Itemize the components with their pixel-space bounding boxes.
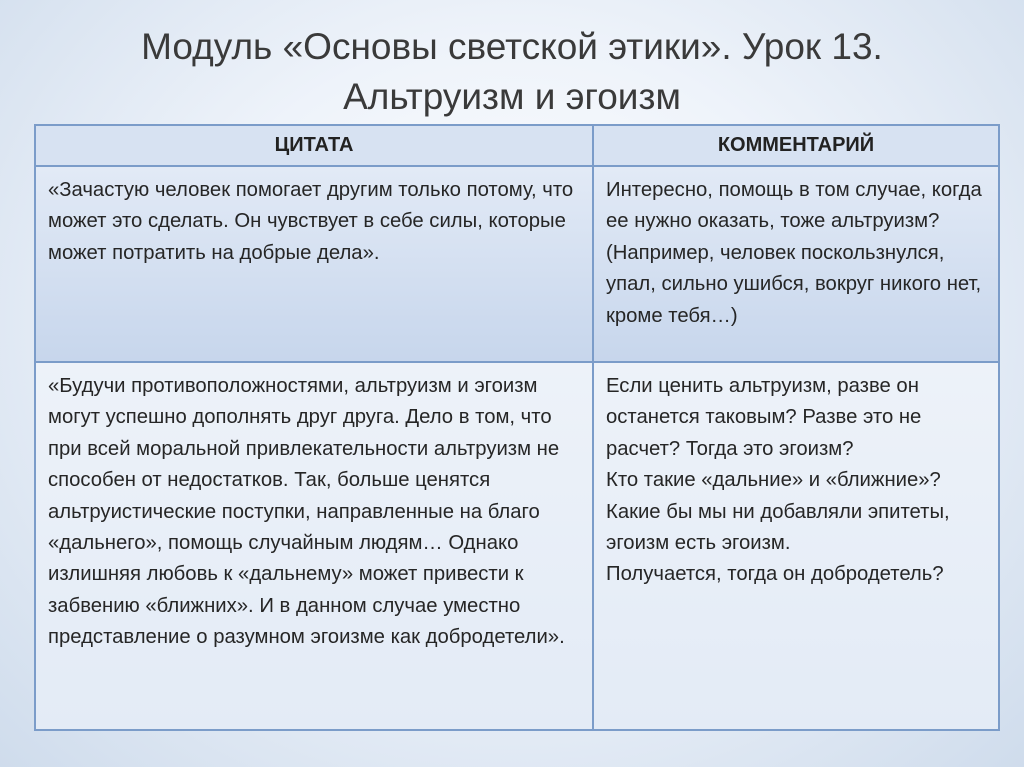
slide-title-line-1: Модуль «Основы светской этики». Урок 13. <box>141 26 883 67</box>
header-quote: ЦИТАТА <box>35 125 593 166</box>
quote-cell-2: «Будучи противоположностями, альтруизм и эгоизм могут успешно дополнять друг друга. Дело в том, что при всей моральной привлекательности альтруизм не способен от недостатков. Так, больше ценятся альтруистические поступки, направленные на благо «дальнего», помощь случайным людям… Однако излишняя любовь к «дальнему» может привести к забвению «ближних». И в данном случае уместно представление о разумном эгоизме как добродетели». <box>35 362 593 730</box>
header-comment: КОММЕНТАРИЙ <box>593 125 999 166</box>
comment-line: Интересно, помощь в том случае, когда ее нужно оказать, тоже альтруизм? (Например, человек поскользнулся, упал, сильно ушибся, вокруг никого нет, кроме тебя…) <box>606 179 982 327</box>
comment-line: Получается, тогда он добродетель? <box>606 563 944 586</box>
quote-comment-table <box>34 124 1000 731</box>
table-row <box>35 166 999 362</box>
table-row <box>35 362 999 730</box>
comment-line: Какие бы мы ни добавляли эпитеты, эгоизм есть эгоизм. <box>606 500 950 555</box>
table-header-row <box>35 125 999 166</box>
comment-line: Кто такие «дальние» и «ближние»? <box>606 469 941 492</box>
comment-line: Если ценить альтруизм, разве он останется таковым? Разве это не расчет? Тогда это эгоизм? <box>606 375 922 460</box>
slide-title <box>0 22 1024 122</box>
comment-cell-2 <box>593 362 999 730</box>
comment-cell-1 <box>593 166 999 362</box>
slide-title-line-2: Альтруизм и эгоизм <box>343 76 681 117</box>
quote-cell-1: «Зачастую человек помогает другим только потому, что может это сделать. Он чувствует в себе силы, которые может потратить на добрые дела». <box>35 166 593 362</box>
